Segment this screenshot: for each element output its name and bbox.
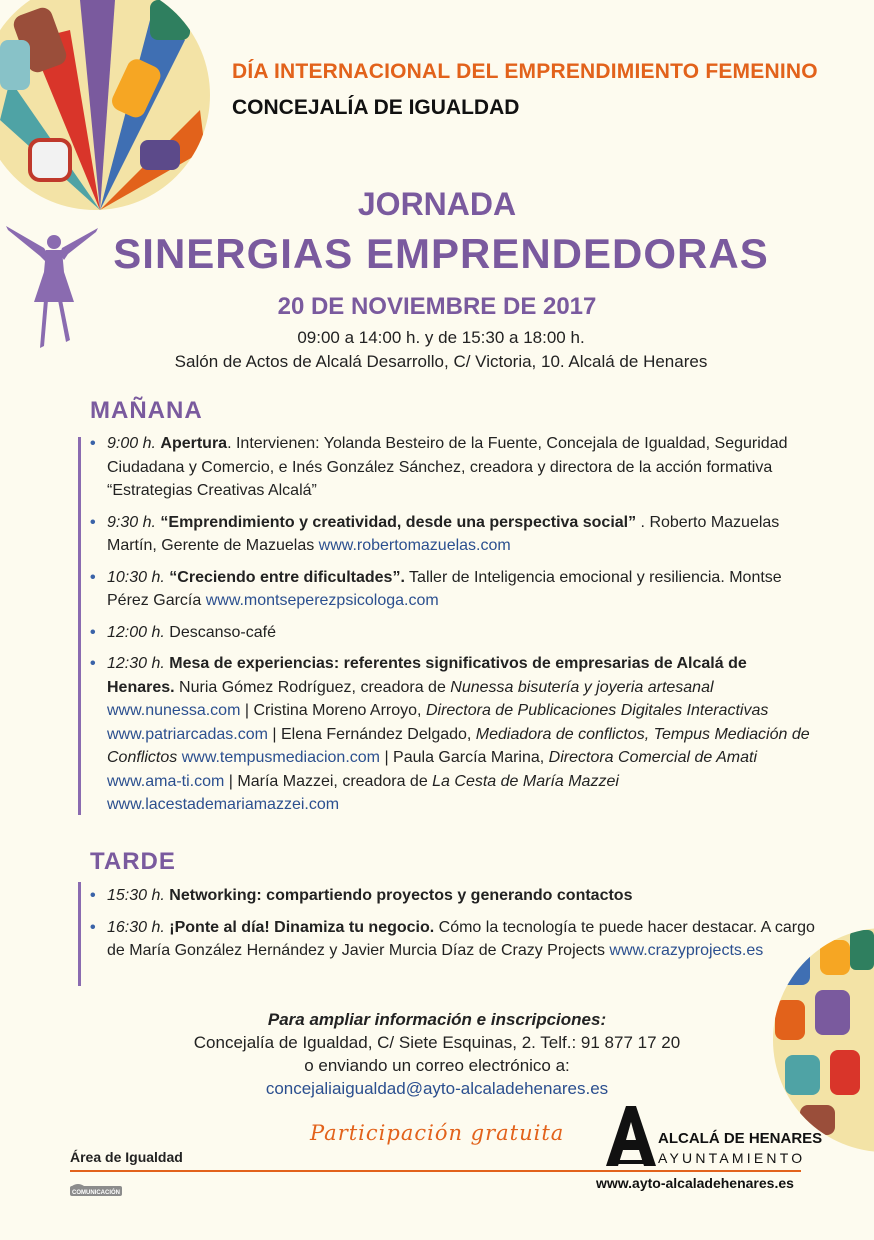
item-time: 12:30 h. [107,655,165,672]
item-title: Apertura [160,435,228,452]
list-item [88,511,818,558]
item-company: Nunessa bisutería y joyeria artesanal [450,678,714,696]
item-time: 16:30 h. [107,918,165,936]
list-item [88,652,818,817]
afternoon-heading: TARDE [90,848,176,875]
item-text: Cómo la tecnología te puede hacer destacar. A cargo de María González Hernández y Javier Murcia Díaz de Crazy Projects [107,918,815,959]
item-company: Directora de Publicaciones Digitales Interactivas [425,702,769,719]
item-link[interactable]: www.lacestademariamazzei.com [107,796,340,813]
ayuntamiento-logo-icon [606,1106,656,1168]
item-link[interactable]: www.robertomazuelas.com [318,537,511,554]
item-time: 9:30 h. [107,513,156,531]
page-title: SINERGIAS EMPRENDEDORAS [113,230,769,277]
item-time: 9:00 h. [107,435,156,452]
footer-divider [70,1170,801,1172]
morning-heading: MAÑANA [90,397,203,424]
contact-email-link[interactable]: concejaliaigualdad@ayto-alcaladehenares.es [265,1079,609,1098]
item-company: La Cesta de María Mazzei [432,772,619,790]
department-name: CONCEJALÍA DE IGUALDAD [232,96,520,119]
item-link[interactable]: www.tempusmediacion.com [181,749,380,766]
area-label: Área de Igualdad [70,1149,183,1165]
free-participation: Participación gratuita [310,1121,565,1145]
item-time: 12:00 h. [107,623,165,641]
item-text: Taller de Inteligencia emocional y resiliencia. Montse Pérez García [107,568,782,609]
website-link[interactable]: www.ayto-alcaladehenares.es [596,1175,794,1191]
list-item [88,884,818,908]
item-text: | Cristina Moreno Arroyo, [240,702,426,719]
item-title: Mesa de experiencias: referentes significativos de empresarias de Alcalá de Henares. [107,655,747,696]
info-email-intro: o enviando un correo electrónico a: [304,1056,570,1075]
list-item [88,432,818,503]
afternoon-divider [78,882,81,986]
item-link[interactable]: www.crazyprojects.es [609,942,764,959]
item-text: | María Mazzei, creadora de [224,772,433,790]
item-link[interactable]: www.ama-ti.com [107,772,225,790]
item-company: Directora Comercial de Amati [548,749,758,766]
jornada-label: JORNADA [357,186,517,222]
afternoon-program [88,884,818,971]
item-text: | Paula García Marina, [380,749,549,766]
comms-label: COMUNICACIÓN [72,1190,120,1196]
item-title: “Emprendimiento y creatividad, desde una perspectiva social” [160,513,637,531]
item-link[interactable]: www.patriarcadas.com [107,725,268,743]
item-text: . Roberto Mazuelas Martín, Gerente de Mazuelas [107,513,780,554]
city-name: ALCALÁ DE HENARES [658,1130,823,1147]
item-title: Networking: compartiendo proyectos y generando contactos [169,887,633,904]
city-council: AYUNTAMIENTO [658,1150,806,1166]
communication-logo-icon [70,1182,122,1200]
info-address: Concejalía de Igualdad, C/ Siete Esquinas, 2. Telf.: 91 877 17 20 [193,1033,681,1052]
item-text: . Intervienen: Yolanda Besteiro de la Fuente, Concejala de Igualdad, Seguridad Ciudadana y Comercio, e Inés González Sánchez, creadora y directora de la acción formativa “Estrategias Creativas Alcalá” [107,435,788,499]
item-link[interactable]: www.nunessa.com [107,702,241,719]
info-heading: Para ampliar información e inscripciones: [267,1010,607,1029]
morning-divider [78,437,81,815]
item-text: Nuria Gómez Rodríguez, creadora de [174,678,451,696]
item-time: 15:30 h. [107,887,165,904]
list-item [88,621,818,645]
morning-program [88,432,818,825]
dancer-silhouette-icon [4,222,100,350]
item-title: ¡Ponte al día! Dinamiza tu negocio. [169,918,435,936]
event-hours: 09:00 a 14:00 h. y de 15:30 a 18:00 h. [297,328,585,347]
event-name: DÍA INTERNACIONAL DEL EMPRENDIMIENTO FEMENINO [232,60,818,83]
item-title: “Creciendo entre dificultades”. [169,568,405,586]
item-link[interactable]: www.montseperezpsicologa.com [205,592,439,609]
item-company: Mediadora de conflictos, Tempus Mediación de Conflictos [107,725,810,766]
list-item [88,916,818,963]
event-venue: Salón de Actos de Alcalá Desarrollo, C/ Victoria, 10. Alcalá de Henares [174,352,708,371]
item-time: 10:30 h. [107,568,165,586]
item-text: Descanso-café [169,623,276,641]
item-text: | Elena Fernández Delgado, [267,725,476,743]
event-date: 20 DE NOVIEMBRE DE 2017 [277,293,597,320]
list-item [88,566,818,613]
